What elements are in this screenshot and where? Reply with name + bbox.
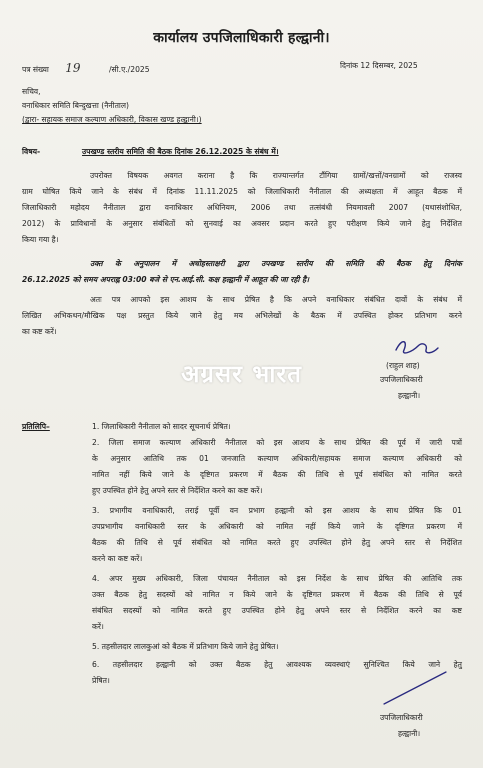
paragraph-line: लिखित अभिकथन/मौखिक पक्ष प्रस्तुत किये जाने हेतु मय अभिलेखों के बैठक में उपस्थित होकर प्रतिभाग करने — [22, 311, 462, 320]
paragraph-line: का कष्ट करें। — [22, 327, 57, 336]
copy-item-line: के अनुसार आतिथि तक 01 जनजाति कल्याण अधिकारी/सहायक समाज कल्याण अधिकारी को — [92, 454, 462, 463]
letter-number-handwritten: 19 — [65, 61, 81, 75]
handwritten-signature — [392, 336, 442, 358]
copy-item: 1. जिलाधिकारी नैनीताल को सादर सूचनार्थ प्रेषित। — [92, 422, 231, 431]
paragraph-line: किया गया है। — [22, 235, 59, 244]
paragraph-line: जिलाधिकारी महोदय नैनीताल द्वारा वनाधिकार अधिनियम, 2006 तथा तत्संबंधी नियमावली 2007 (यथासंशोधित, — [22, 203, 462, 212]
letter-date: दिनांक 12 दिसम्बर, 2025 — [340, 61, 418, 70]
copy-item-line: करने का कष्ट करें। — [92, 554, 143, 563]
signatory-designation: उपजिलाधिकारी — [380, 375, 423, 384]
copy-item-line: करें। — [92, 622, 104, 631]
paragraph-line: अतः पत्र आपको इस आशय के साथ प्रेषित है कि अपने वनाधिकार संबंधित दावों के संबंध में — [90, 295, 462, 304]
copy-item: 4. अपर मुख्य अधिकारी, जिला पंचायत नैनीताल को इस निर्देश के साथ प्रेषित की आतिथि तक — [92, 574, 462, 583]
copy-item-line: उपप्रभागीय वनाधिकारी स्तर के अधिकारी को नामित नहीं किये जाने के दृष्टिगत प्रकरण में — [92, 522, 462, 531]
letter-number-suffix: /सी.ए./2025 — [109, 65, 150, 74]
copy-item-line: हुए उपस्थित होने हेतु अपने स्तर से निर्देशित करने का कष्ट करें। — [92, 486, 263, 495]
copy-item: 2. जिला समाज कल्याण अधिकारी नैनीताल को इस आशय के साथ प्रेषित की पूर्व में जारी पत्रों — [92, 438, 462, 447]
paragraph-line: ग्राम घोषित किये जाने के संबंध में दिनांक 11.11.2025 को जिलाधिकारी नैनीताल की अध्यक्षता में आहूत बैठक में — [22, 187, 462, 196]
signatory-name: (राहुल शाह) — [386, 361, 420, 370]
copy-item-line: नामित नहीं किये जाने के दृष्टिगत प्रकरण में बैठक की तिथि से पूर्व संबंधित को नामित करते — [92, 470, 462, 479]
copy-item-line: संबंधित सदस्यों को नामित करते हुए उपस्थित होने हेतु अपने स्तर से निर्देशित करने का कष्ट — [92, 606, 462, 615]
watermark: अग्रसर भारत — [181, 360, 302, 388]
address-via: (द्वारा- सहायक समाज कल्याण अधिकारी, विकास खण्ड हल्द्वानी।) — [22, 115, 202, 124]
paragraph-line: उपरोक्त विषयक अवगत कराना है कि राज्यान्तर्गत टौंगिया ग्रामों/खत्तों/वनग्रामों को राजस्व — [90, 171, 462, 180]
letter-number — [22, 62, 150, 77]
paragraph-line: 26.12.2025 को समय अपराह्न 03:00 बजे से एन.आई.सी. कक्ष हल्द्वानी में आहूत की जा रही है। — [22, 275, 310, 284]
copy-item-line: बैठक की तिथि से पूर्व संबंधित को नामित करते हुए उपस्थित होने हेतु अपने स्तर से निर्देशित — [92, 538, 462, 547]
copy-item-line: उक्त बैठक हेतु सदस्यों को नामित न किये जाने के दृष्टिगत प्रकरण में बैठक की तिथि से पूर्व — [92, 590, 462, 599]
copy-label: प्रतिलिपि– — [22, 422, 50, 431]
paragraph-line: 2012) के प्राविधानों के अनुसार संबंधितों को सुनवाई का अवसर प्रदान करते हुए परीक्षण किये जाने हेतु निर्देशित — [22, 219, 462, 228]
copy-signatory-designation: उपजिलाधिकारी — [380, 713, 423, 722]
copy-item-line: प्रेषित। — [92, 676, 110, 685]
copy-item: 6. तहसीलदार हल्द्वानी को उक्त बैठक हेतु आवश्यक व्यवस्थाएं सुनिश्चित किये जाने हेतु — [92, 660, 462, 669]
address-recipient: वनाधिकार समिति बिन्दुखत्ता (नैनीताल) — [22, 101, 129, 110]
office-title: कार्यालय उपजिलाधिकारी हल्द्वानी। — [153, 30, 330, 46]
subject-text: उपखण्ड स्तरीय समिति की बैठक दिनांक 26.12.2025 के संबंध में। — [82, 147, 279, 156]
subject-label: विषय- — [22, 147, 41, 156]
letter-number-label: पत्र संख्या — [22, 65, 49, 74]
signatory-place: हल्द्वानी। — [398, 391, 421, 400]
paragraph-line: उक्त के अनुपालन में अधोहस्ताक्षरी द्वारा उपखण्ड स्तरीय की समिति की बैठक हेतु दिनांक — [90, 259, 462, 268]
handwritten-signature-stroke — [378, 668, 452, 708]
copy-item: 5. तहसीलदार लालकुआं को बैठक में प्रतिभाग किये जाने हेतु प्रेषित। — [92, 642, 279, 651]
copy-signatory-place: हल्द्वानी। — [398, 729, 421, 738]
copy-item: 3. प्रभागीय वनाधिकारी, तराई पूर्वी वन प्रभाग हल्द्वानी को इस आशय के साथ प्रेषित कि 01 — [92, 506, 462, 515]
address-salutation: सचिव, — [22, 87, 41, 96]
